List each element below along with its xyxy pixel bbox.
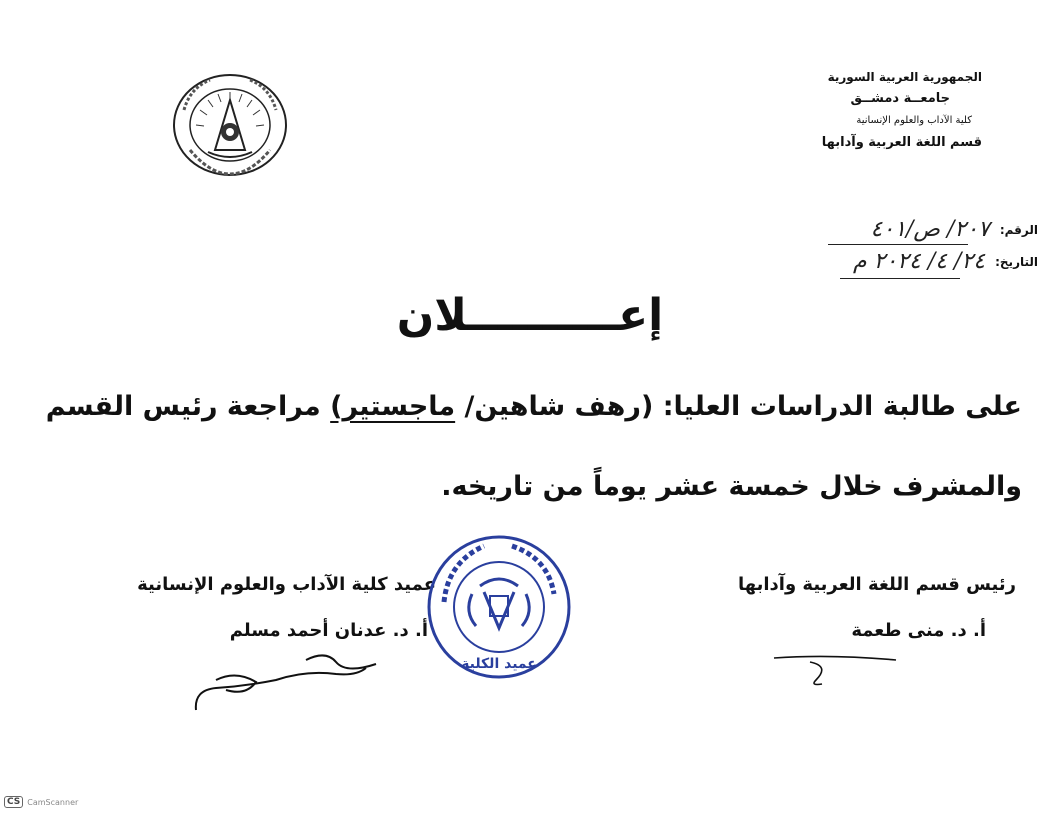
dean-name: أ. د. عدنان أحمد مسلم: [229, 620, 428, 641]
department-head-title: رئيس قسم اللغة العربية وآدابها: [737, 574, 1016, 595]
scanner-name: CamScanner: [27, 797, 79, 807]
letterhead: [722, 66, 982, 154]
head-handwritten-signature-icon: [770, 650, 900, 690]
dean-title: عميد كلية الآداب والعلوم الإنسانية: [137, 574, 436, 595]
dean-stamp-icon: [424, 532, 574, 682]
date-underline: [840, 278, 960, 279]
reference-block: [853, 214, 1038, 278]
reference-number-value: ٢٠٧/ ص/٤٠١: [870, 217, 990, 242]
line1-prefix: على طالبة الدراسات العليا: (رهف شاهين/: [455, 391, 1022, 422]
header-faculty: كلية الآداب والعلوم الإنسانية: [856, 115, 972, 126]
announcement-line-2: والمشرف خلال خمسة عشر يوماً من تاريخه.: [441, 471, 1022, 502]
scanner-badge: CS: [4, 796, 23, 808]
scanner-watermark: [4, 796, 78, 808]
announcement-body: [42, 382, 1022, 512]
reference-number-label: الرقم:: [999, 223, 1038, 237]
department-head-signature: [738, 562, 1016, 654]
dean-handwritten-signature-icon: [186, 640, 396, 720]
reference-date-label: التاريخ:: [995, 255, 1038, 269]
announcement-title: إعــــــــــلان: [396, 290, 664, 341]
header-university: جامعــة دمشــق: [850, 91, 950, 106]
announcement-line-1: [42, 382, 1022, 432]
university-seal-icon: [170, 70, 290, 180]
department-head-name: أ. د. منى طعمة: [851, 620, 986, 641]
header-country: الجمهورية العربية السورية: [827, 70, 982, 84]
reference-date-value: ٢٤/ ٤/ ٢٠٢٤ م: [852, 249, 986, 274]
line1-degree: ماجستير): [330, 391, 456, 422]
header-department: قسم اللغة العربية وآدابها: [821, 135, 982, 150]
line1-suffix: مراجعة رئيس القسم: [45, 391, 331, 422]
stamp-text: عميد الكلية: [461, 656, 537, 672]
reference-underline: [828, 244, 968, 245]
